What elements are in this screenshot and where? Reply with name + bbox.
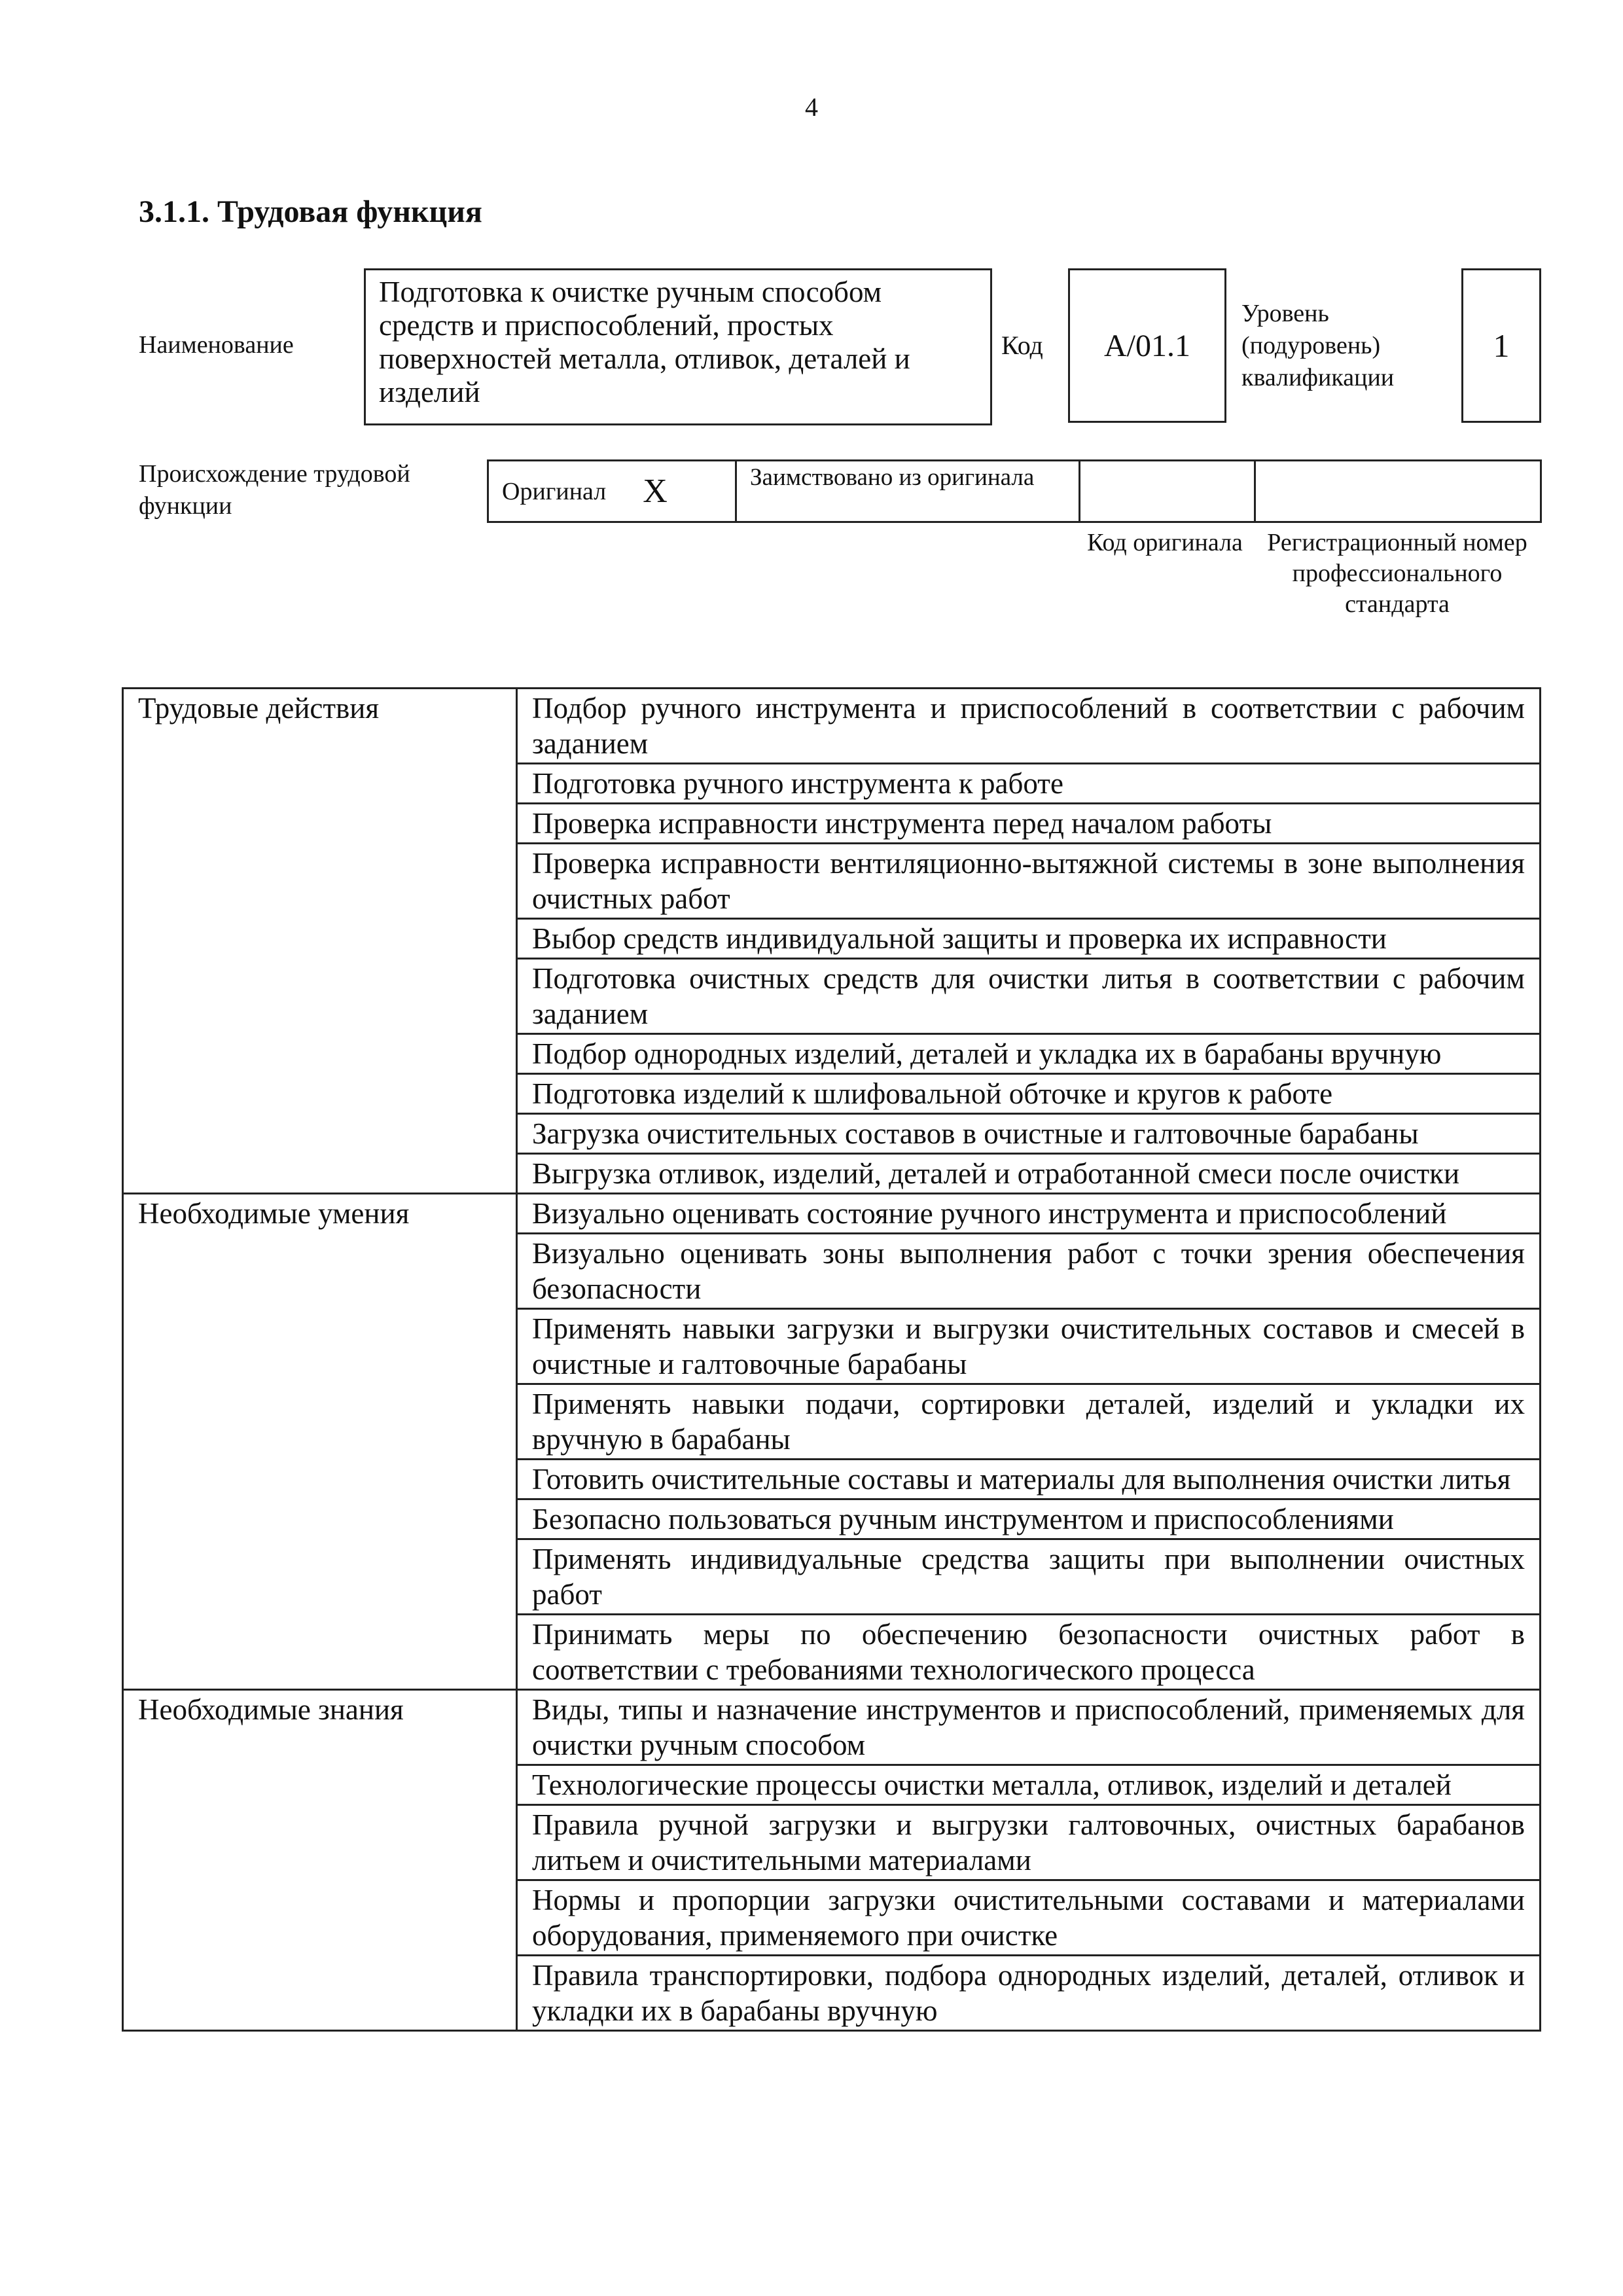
section-item: Правила транспортировки, подбора однородных изделий, деталей, отливок и укладки их в барабаны вручную xyxy=(517,1956,1541,2031)
original-code-note: Код оригинала xyxy=(1087,529,1243,556)
name-label: Наименование xyxy=(139,331,294,359)
table-row xyxy=(123,689,1541,764)
page-number: 4 xyxy=(805,92,818,122)
function-code-box xyxy=(1068,268,1226,423)
section-item: Подбор однородных изделий, деталей и укладка их в барабаны вручную xyxy=(517,1034,1541,1074)
section-title: Необходимые умения xyxy=(123,1194,517,1690)
section-item: Визуально оценивать состояние ручного инструмента и приспособлений xyxy=(517,1194,1541,1234)
function-name-box: Подготовка к очистке ручным способом средств и приспособлений, простых поверхностей металла, отливок, деталей и изделий xyxy=(364,268,992,425)
origin-table xyxy=(487,459,1542,523)
labor-function-table xyxy=(122,687,1541,2032)
section-item: Подбор ручного инструмента и приспособлений в соответствии с рабочим заданием xyxy=(517,689,1541,764)
section-item: Проверка исправности инструмента перед началом работы xyxy=(517,804,1541,844)
section-item: Технологические процессы очистки металла, отливок, изделий и деталей xyxy=(517,1765,1541,1805)
qualification-level-box xyxy=(1461,268,1541,423)
origin-borrowed-cell: Заимствовано из оригинала xyxy=(737,461,1080,521)
section-item: Выбор средств индивидуальной защиты и проверка их исправности xyxy=(517,919,1541,959)
code-label: Код xyxy=(1001,331,1043,360)
section-item: Применять индивидуальные средства защиты при выполнении очистных работ xyxy=(517,1539,1541,1615)
section-title: Трудовые действия xyxy=(123,689,517,1194)
reg-number-note: Регистрационный номер профессионального стандарта xyxy=(1267,529,1527,618)
section-heading: 3.1.1. Трудовая функция xyxy=(139,194,482,229)
section-item: Принимать меры по обеспечению безопасности очистных работ в соответствии с требованиями технологического процесса xyxy=(517,1615,1541,1690)
section-item: Проверка исправности вентиляционно-вытяжной системы в зоне выполнения очистных работ xyxy=(517,844,1541,919)
table-row xyxy=(123,1690,1541,1765)
origin-original-cell xyxy=(489,461,737,521)
section-item: Готовить очистительные составы и материалы для выполнения очистки литья xyxy=(517,1460,1541,1499)
section-item: Загрузка очистительных составов в очистные и галтовочные барабаны xyxy=(517,1114,1541,1154)
origin-original-mark: X xyxy=(643,473,668,510)
section-item: Подготовка ручного инструмента к работе xyxy=(517,764,1541,804)
section-item: Подготовка очистных средств для очистки литья в соответствии с рабочим заданием xyxy=(517,959,1541,1034)
section-item: Безопасно пользоваться ручным инструментом и приспособлениями xyxy=(517,1499,1541,1539)
section-item: Виды, типы и назначение инструментов и приспособлений, применяемых для очистки ручным способом xyxy=(517,1690,1541,1765)
section-title: Необходимые знания xyxy=(123,1690,517,2031)
section-item: Применять навыки загрузки и выгрузки очистительных составов и смесей в очистные и галтовочные барабаны xyxy=(517,1309,1541,1384)
level-label: Уровень (подуровень) квалификации xyxy=(1241,300,1395,391)
section-item: Правила ручной загрузки и выгрузки галтовочных, очистных барабанов литьем и очистительными материалами xyxy=(517,1805,1541,1880)
origin-code-cell xyxy=(1080,461,1256,521)
table-row xyxy=(123,1194,1541,1234)
origin-original-label: Оригинал xyxy=(502,477,607,505)
origin-label: Происхождение трудовой функции xyxy=(139,460,410,520)
section-item: Визуально оценивать зоны выполнения работ с точки зрения обеспечения безопасности xyxy=(517,1234,1541,1309)
section-item: Подготовка изделий к шлифовальной обточке и кругов к работе xyxy=(517,1074,1541,1114)
origin-reg-number-cell xyxy=(1256,461,1540,521)
qualification-level-value: 1 xyxy=(1493,327,1510,364)
section-item: Выгрузка отливок, изделий, деталей и отработанной смеси после очистки xyxy=(517,1154,1541,1194)
section-item: Применять навыки подачи, сортировки деталей, изделий и укладки их вручную в барабаны xyxy=(517,1384,1541,1460)
section-item: Нормы и пропорции загрузки очистительными составами и материалами оборудования, применяемого при очистке xyxy=(517,1880,1541,1956)
function-code-value: A/01.1 xyxy=(1104,328,1190,363)
